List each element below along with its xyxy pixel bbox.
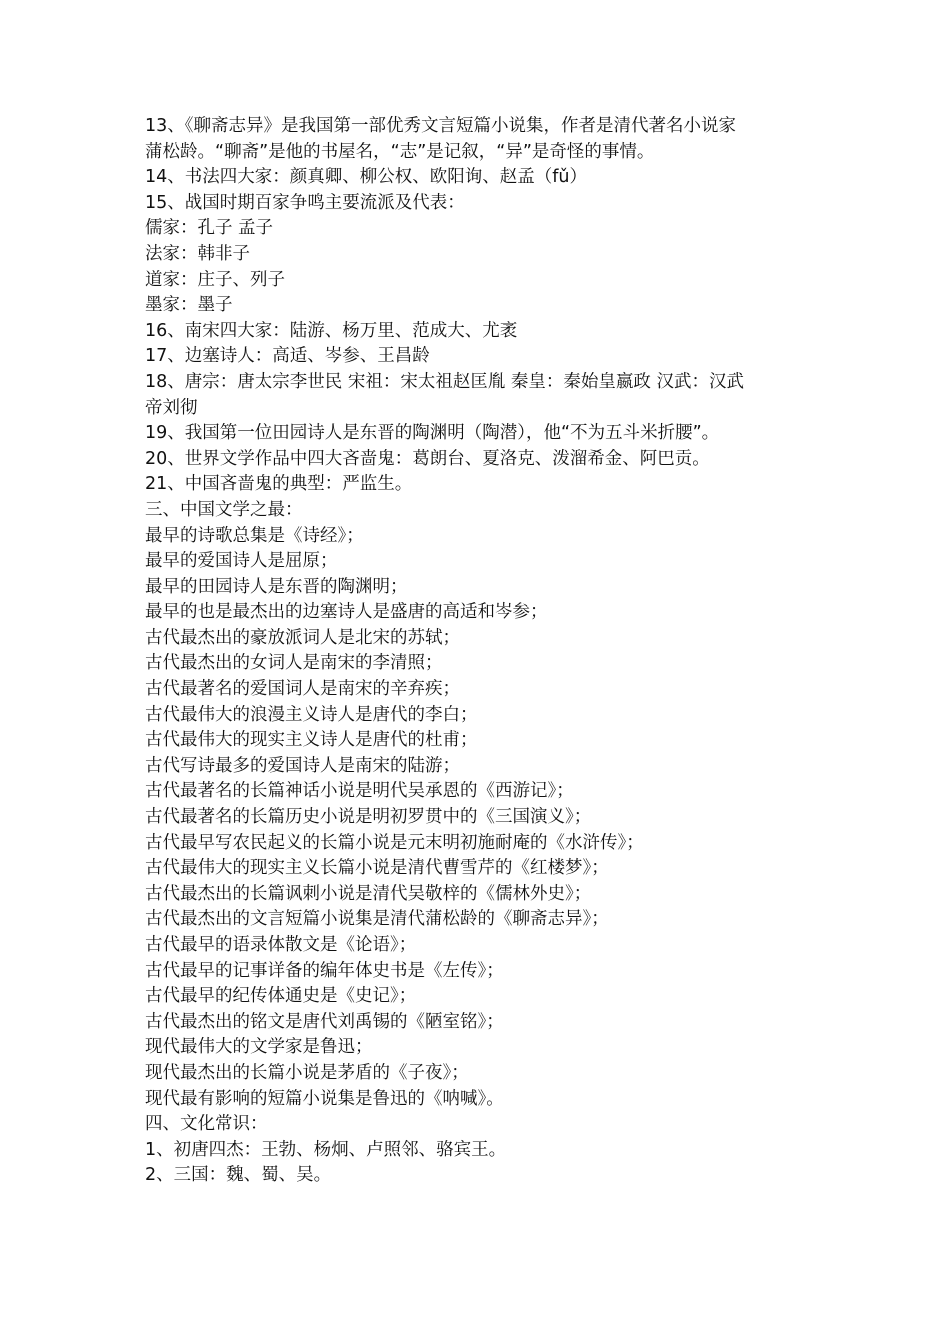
text-line: 古代最杰出的女词人是南宋的李清照； — [145, 653, 443, 674]
text-line: 古代最著名的长篇历史小说是明初罗贯中的《三国演义》； — [145, 807, 592, 828]
text-line: 13、《聊斋志异》是我国第一部优秀文言短篇小说集，作者是清代著名小说家 — [145, 116, 737, 136]
text-line: 古代最早的记事详备的编年体史书是《左传》； — [145, 960, 504, 981]
text-line: 最早的爱国诗人是屈原； — [145, 551, 338, 572]
text-line: 18、唐宗：唐太宗李世民 宋祖：宋太祖赵匡胤 秦皇：秦始皇嬴政 汉武：汉武 — [145, 371, 744, 392]
text-line: 最早的也是最杰出的边塞诗人是盛唐的高适和岑参； — [145, 602, 548, 623]
text-line: 14、书法四大家：颜真卿、柳公权、欧阳询、赵孟（fǔ） — [145, 167, 588, 188]
text-line: 最早的诗歌总集是《诗经》； — [145, 525, 364, 546]
text-line: 道家：庄子、列子 — [145, 269, 285, 290]
text-line: 古代最杰出的长篇讽刺小说是清代吴敬梓的《儒林外史》； — [145, 883, 592, 904]
text-line: 最早的田园诗人是东晋的陶渊明； — [145, 576, 408, 597]
text-line: 古代写诗最多的爱国诗人是南宋的陆游； — [145, 755, 460, 776]
text-line: 古代最伟大的现实主义长篇小说是清代曹雪芹的《红楼梦》； — [145, 858, 609, 879]
text-line: 16、南宋四大家：陆游、杨万里、范成大、尤袤 — [145, 320, 518, 341]
text-line: 古代最杰出的豪放派词人是北宋的苏轼； — [145, 627, 460, 648]
section-heading: 四、文化常识： — [145, 1114, 268, 1135]
text-line: 20、世界文学作品中四大吝啬鬼：葛朗台、夏洛克、泼溜希金、阿巴贡。 — [145, 448, 710, 469]
section-heading: 三、中国文学之最： — [145, 499, 303, 520]
text-line: 蒲松龄。“聊斋”是他的书屋名，“志”是记叙，“异”是奇怪的事情。 — [145, 141, 655, 162]
text-line: 古代最早的纪传体通史是《史记》； — [145, 986, 417, 1007]
text-line: 现代最有影响的短篇小说集是鲁迅的《呐喊》。 — [145, 1088, 504, 1109]
text-line: 古代最早的语录体散文是《论语》； — [145, 935, 417, 955]
text-line: 儒家：孔子 孟子 — [145, 218, 274, 239]
text-line: 现代最杰出的长篇小说是茅盾的《子夜》； — [145, 1062, 469, 1083]
document-body — [145, 114, 815, 1189]
text-line: 古代最杰出的铭文是唐代刘禹锡的《陋室铭》； — [145, 1011, 504, 1032]
text-line: 15、战国时期百家争鸣主要流派及代表： — [145, 192, 465, 213]
text-line: 古代最著名的爱国词人是南宋的辛弃疾； — [145, 679, 460, 700]
text-line: 法家：韩非子 — [145, 243, 250, 264]
text-line: 2、三国：魏、蜀、吴。 — [145, 1165, 332, 1186]
text-line: 古代最杰出的文言短篇小说集是清代蒲松龄的《聊斋志异》； — [145, 909, 609, 930]
text-line: 21、中国吝啬鬼的典型：严监生。 — [145, 474, 413, 495]
text-line: 17、边塞诗人：高适、岑参、王昌龄 — [145, 346, 430, 367]
text-line: 现代最伟大的文学家是鲁迅； — [145, 1037, 373, 1058]
text-line: 19、我国第一位田园诗人是东晋的陶渊明（陶潜），他“不为五斗米折腰”。 — [145, 423, 720, 444]
text-line: 帝刘彻 — [145, 397, 198, 418]
text-line: 古代最著名的长篇神话小说是明代吴承恩的《西游记》； — [145, 781, 574, 802]
text-line: 古代最伟大的浪漫主义诗人是唐代的李白； — [145, 704, 478, 725]
text-line: 古代最伟大的现实主义诗人是唐代的杜甫； — [145, 730, 478, 751]
text-line: 古代最早写农民起义的长篇小说是元末明初施耐庵的《水浒传》； — [145, 832, 644, 853]
text-line: 墨家：墨子 — [145, 295, 233, 316]
text-line: 1、初唐四杰：王勃、杨炯、卢照邻、骆宾王。 — [145, 1139, 507, 1160]
